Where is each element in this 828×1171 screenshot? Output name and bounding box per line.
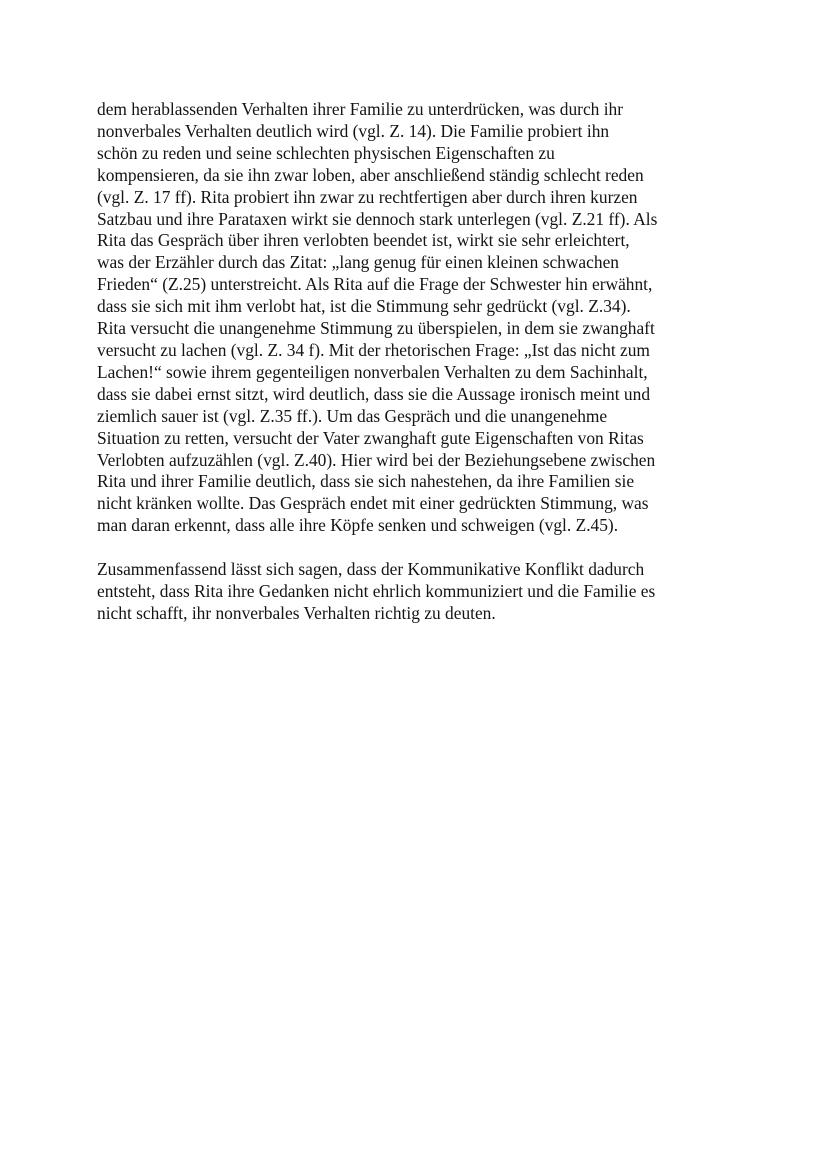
text-line: (vgl. Z. 17 ff). Rita probiert ihn zwar zu rechtfertigen aber durch ihren kurzen bbox=[97, 186, 638, 207]
text-line: Rita das Gespräch über ihren verlobten beendet ist, wirkt sie sehr erleichtert, bbox=[97, 230, 630, 251]
document-body bbox=[97, 99, 737, 625]
text-line: nicht schafft, ihr nonverbales Verhalten richtig zu deuten. bbox=[97, 602, 496, 623]
text-line: dem herablassenden Verhalten ihrer Familie zu unterdrücken, was durch ihr bbox=[97, 99, 624, 119]
text-line: Verlobten aufzuzählen (vgl. Z.40). Hier wird bei der Beziehungsebene zwischen bbox=[97, 449, 656, 470]
text-line: Lachen!“ sowie ihrem gegenteiligen nonverbalen Verhalten zu dem Sachinhalt, bbox=[97, 361, 648, 382]
paragraph-spacer bbox=[97, 537, 737, 559]
paragraph-analysis bbox=[97, 99, 737, 537]
text-line: Rita versucht die unangenehme Stimmung zu überspielen, in dem sie zwanghaft bbox=[97, 318, 655, 339]
text-line: was der Erzähler durch das Zitat: „lang genug für einen kleinen schwachen bbox=[97, 252, 619, 273]
text-line: Situation zu retten, versucht der Vater zwanghaft gute Eigenschaften von Ritas bbox=[97, 427, 644, 448]
text-line: nonverbales Verhalten deutlich wird (vgl. Z. 14). Die Familie probiert ihn bbox=[97, 120, 610, 141]
text-line: dass sie sich mit ihm verlobt hat, ist die Stimmung sehr gedrückt (vgl. Z.34). bbox=[97, 296, 631, 317]
text-line: entsteht, dass Rita ihre Gedanken nicht ehrlich kommuniziert und die Familie es bbox=[97, 580, 656, 601]
text-line: Frieden“ (Z.25) unterstreicht. Als Rita auf die Frage der Schwester hin erwähnt, bbox=[97, 274, 653, 295]
text-line: Zusammenfassend lässt sich sagen, dass der Kommunikative Konflikt dadurch bbox=[97, 559, 645, 580]
text-line: Satzbau und ihre Parataxen wirkt sie dennoch stark unterlegen (vgl. Z.21 ff). Als bbox=[97, 208, 658, 229]
text-line: versucht zu lachen (vgl. Z. 34 f). Mit der rhetorischen Frage: „Ist das nicht zum bbox=[97, 339, 650, 360]
text-line: nicht kränken wollte. Das Gespräch endet mit einer gedrückten Stimmung, was bbox=[97, 493, 649, 514]
text-line: Rita und ihrer Familie deutlich, dass sie sich nahestehen, da ihre Familien sie bbox=[97, 471, 635, 492]
text-line: kompensieren, da sie ihn zwar loben, aber anschließend ständig schlecht reden bbox=[97, 164, 644, 185]
text-line: dass sie dabei ernst sitzt, wird deutlich, dass sie die Aussage ironisch meint und bbox=[97, 383, 651, 404]
text-line: schön zu reden und seine schlechten physischen Eigenschaften zu bbox=[97, 142, 555, 163]
paragraph-conclusion bbox=[97, 559, 737, 625]
text-line: ziemlich sauer ist (vgl. Z.35 ff.). Um das Gespräch und die unangenehme bbox=[97, 405, 608, 426]
text-line: man daran erkennt, dass alle ihre Köpfe senken und schweigen (vgl. Z.45). bbox=[97, 515, 619, 536]
